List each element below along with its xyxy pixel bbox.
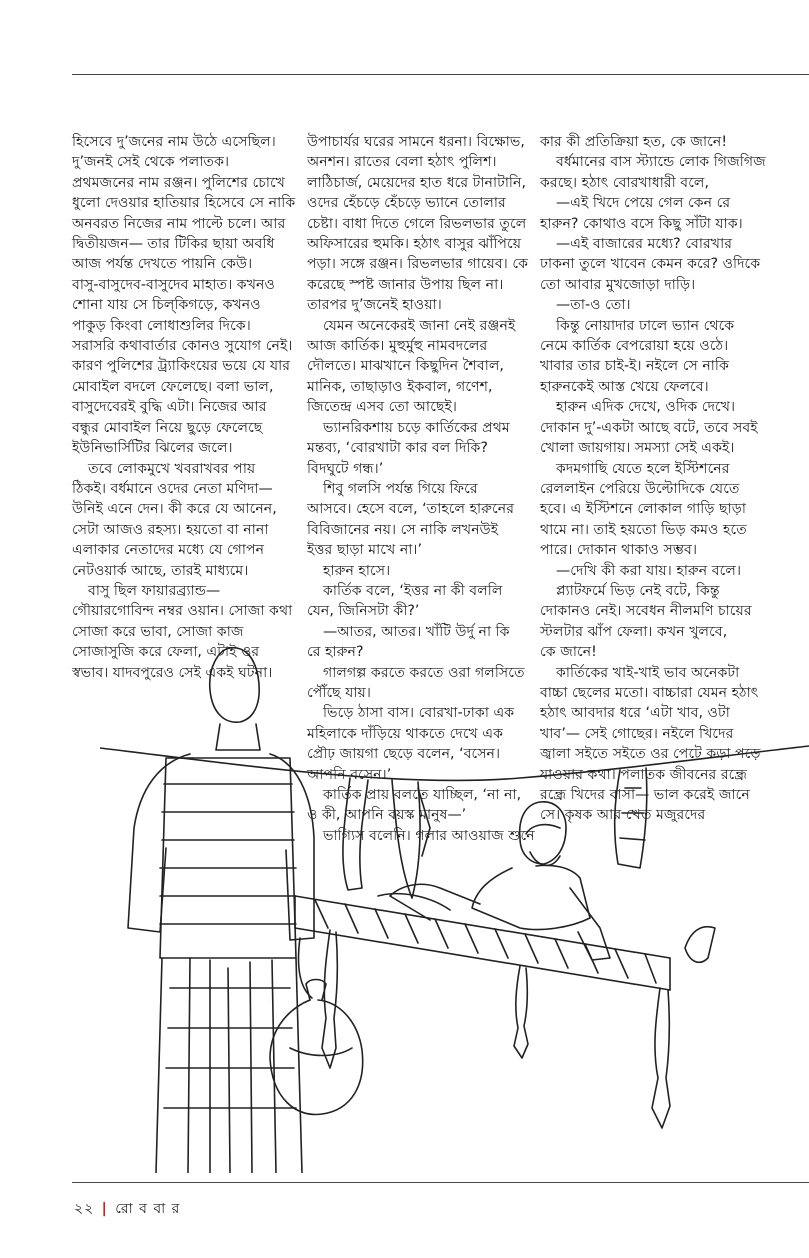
text-line: কার্তিকের খাই-খাই ভাব অনেকটা <box>556 664 740 681</box>
text-line: স্টলটার ঝাঁপ ফেলা। কখন খুলবে, <box>540 623 728 640</box>
text-line: স্বভাব। যাদবপুরেও সেই একই ঘটনা। <box>72 664 273 681</box>
page-footer <box>74 1197 180 1221</box>
text-line: গৌয়ারগোবিন্দ নম্বর ওয়ান। সোজা কথা <box>72 603 293 620</box>
text-line: হবে। এ ইস্টিশনে লোকাল গাড়ি ছাড়া <box>540 501 746 518</box>
text-line: হারুন এদিক দেখে, ওদিক দেখে। <box>556 399 736 416</box>
text-line: কার্তিক প্রায় বলতে যাচ্ছিল, ‘না না, <box>323 787 522 803</box>
text-line: যেমন অনেকেরই জানা নেই রঞ্জনই <box>323 317 516 334</box>
text-line: সোজা করে ভাবা, সোজা কাজ <box>72 623 244 640</box>
text-line: শিবু গলসি পর্যন্ত গিয়ে ফিরে <box>323 480 478 497</box>
text-line: রন্ধ্রে খিদের বাসা— ভাল করেই জানে <box>540 787 750 803</box>
text-line: বাসু ছিল ফায়ারব্র্যান্ড— <box>88 582 221 599</box>
cot-finial <box>685 927 715 963</box>
top-rule <box>72 74 809 75</box>
text-line: মোবাইল বদলে ফেলেছে। বলা ভাল, <box>72 378 274 395</box>
text-line: তো আবার মুখজোড়া দাড়ি। <box>540 276 696 293</box>
text-line: —এই খিদে পেয়ে গেল কেন রে <box>556 195 731 212</box>
illustration <box>100 628 809 1173</box>
hanging-cloth <box>615 768 647 868</box>
text-line: —তা-ও তো। <box>556 297 631 314</box>
text-column-1 <box>72 132 304 683</box>
text-line: আসবে। হেসে বলে, ‘তাহলে হারুনের <box>307 501 515 518</box>
text-line: নেটওয়ার্ক আছে, তারই মাধ্যমে। <box>72 562 249 579</box>
text-line: গালগল্প করতে করতে ওরা গলসিতে <box>323 664 525 681</box>
text-line: —দেখি কী করা যায়। হারুন বলে। <box>556 562 742 579</box>
text-line: ভাগ্যিস বলেনি। গলার আওয়াজ শুনে <box>323 827 535 844</box>
text-line: করছে। হঠাৎ বোরখাধারী বলে, <box>540 174 709 191</box>
text-line: খোলা জায়গায়। সমস্যা সেই একই। <box>540 440 735 457</box>
text-line: কে জানে! <box>540 644 597 661</box>
text-line: অনবরত নিজের নাম পাল্টে চলে। আর <box>72 215 286 232</box>
text-line: প্ল্যাটফর্মে ভিড় নেই বটে, কিন্তু <box>556 582 720 599</box>
text-line: হারুনকেই আস্ত খেয়ে ফেলবে। <box>540 378 709 395</box>
text-line: বিদঘুটে গন্ধ।’ <box>307 460 384 477</box>
text-line: পাকুড় কিংবা লোধাশুলির দিকে। <box>72 317 251 334</box>
text-line: বাসুদেবেরই বুদ্ধি এটা। নিজের আর <box>72 399 267 416</box>
text-line: জিতেন্দ্র এসব তো আছেই। <box>307 399 457 416</box>
text-line: রেললাইন পেরিয়ে উল্টোদিকে যেতে <box>540 480 740 497</box>
text-line: আপনি বসেন।’ <box>307 766 392 783</box>
text-line: ভ্যানরিকশায় চড়ে কার্তিকের প্রথম <box>323 419 510 436</box>
text-line: কারণ পুলিশের ট্র্যাকিংয়ের ভয়ে যে যার <box>72 358 291 375</box>
text-line: এলাকার নেতাদের মধ্যে যে গোপন <box>72 542 265 559</box>
text-line: ভিড়ে ঠাসা বাস। বোরখা-ঢাকা এক <box>323 705 515 722</box>
text-line: প্রৌঢ় জায়গা ছেড়ে বলেন, ‘বসেন। <box>307 746 501 763</box>
cot <box>295 896 715 1128</box>
text-line: খাব’— সেই গোছের। নইলে খিদের <box>540 725 734 742</box>
text-line: অনশন। রাতের বেলা হঠাৎ পুলিশ। <box>307 154 497 171</box>
clothesline <box>100 746 809 781</box>
text-line: ও কী, আপনি বয়স্ক মানুষ—’ <box>307 807 467 824</box>
text-line: হঠাৎ আবদার ধরে ‘এটা খাব, ওটা <box>540 705 730 722</box>
text-line: কিন্তু নোয়াদার ঢালে ভ্যান থেকে <box>556 317 735 334</box>
text-line: প্রথমজনের নাম রঞ্জন। পুলিশের চোখে <box>72 174 285 191</box>
text-line: —আতর, আতর। খাঁটি উর্দু না কি <box>323 623 510 640</box>
text-line: মন্তব্য, ‘বোরখাটা কার বল দিকি? <box>307 440 488 457</box>
text-line: পারে। দোকান থাকাও সম্ভব। <box>540 542 698 559</box>
text-line: সোজাসুজি করে ফেলা, এটাই ওর <box>72 644 260 661</box>
text-line: আজ পর্যন্ত দেখতে পায়নি কেউ। <box>72 256 253 273</box>
text-line: ইত্তর ছাড়া মাখে না।’ <box>307 542 422 559</box>
text-line: মানিক, তাছাড়াও ইকবাল, গণেশ, <box>307 378 493 395</box>
text-line: কার কী প্রতিক্রিয়া হত, কে জানে! <box>540 134 728 150</box>
text-line: বর্ধমানের বাস স্ট্যান্ডে লোক গিজগিজ <box>556 154 766 171</box>
standing-man <box>128 648 314 1173</box>
text-line: যাওয়ার কথা। পলাতক জীবনের রন্ধ্রে <box>540 766 748 783</box>
text-line: হারুন? কোথাও বসে কিছু সাঁটা যাক। <box>540 215 743 232</box>
text-line: বাচ্চা ছেলের মতো। বাচ্চারা যেমন হঠাৎ <box>540 684 759 701</box>
hanging-cloth <box>343 778 430 898</box>
text-line: কদমগাছি যেতে হলে ইস্টিশনের <box>556 460 730 477</box>
text-line: সে। কৃষক আর খেত মজুরদের <box>540 807 706 824</box>
text-line: কার্তিক বলে, ‘ইত্তর না কী বললি <box>323 582 503 599</box>
text-line: দু’জনই সেই থেকে পলাতক। <box>72 154 230 171</box>
text-line: ঢাকনা তুলে খাবেন কেমন করে? ওদিকে <box>540 256 761 273</box>
page-number: ২২ <box>74 1201 95 1217</box>
text-line: বিবিজানের নয়। সে নাকি লখনউই <box>307 521 499 538</box>
text-line: ইউনিভার্সিটির ঝিলের জলে। <box>72 440 233 457</box>
text-line: সেটা আজও রহস্য। হয়তো বা নানা <box>72 521 269 538</box>
text-line: বন্ধুর মোবাইল নিয়ে ছুড়ে ফেলেছে <box>72 419 263 436</box>
footer-separator: | <box>101 1201 108 1217</box>
text-line: খাবার তার চাই-ই। নইলে সে নাকি <box>540 358 729 375</box>
magazine-name: রো ব বা র <box>115 1201 181 1217</box>
text-line: লাঠিচার্জ, মেয়েদের হাত ধরে টানাটানি, <box>307 174 526 191</box>
text-line: পড়া। সঙ্গে রঞ্জন। রিভলভার গায়েব। কে <box>307 256 529 273</box>
text-line: উনিই এনে দেন। কী করে যে আনেন, <box>72 501 277 518</box>
text-line: —এই বাজারের মধ্যে? বোরখার <box>556 236 732 253</box>
text-line: দ্বিতীয়জন— তার টিকির ছায়া অবধি <box>72 236 275 253</box>
text-line: উপাচার্যর ঘরের সামনে ধরনা। বিক্ষোভ, <box>307 134 525 150</box>
text-line: পৌঁছে যায়। <box>307 684 371 701</box>
text-line: হারুন হাসে। <box>323 562 391 579</box>
text-line: থামে না। তাই হয়তো ভিড় কমও হতে <box>540 521 747 538</box>
text-line: রে হারুন? <box>307 644 364 661</box>
text-line: যেন, জিনিসটা কী?’ <box>307 603 420 620</box>
text-line: তারপর দু’জনেই হাওয়া। <box>307 297 442 314</box>
text-line: বাসু-বাসুদেব-বাসুদেব মাহাত। কখনও <box>72 276 275 293</box>
text-line: জ্বালা সইতে সইতে ওর পেটে কড়া পড়ে <box>540 746 761 763</box>
text-line: দোকান দু’-একটা আছে বটে, তবে সবই <box>540 419 758 436</box>
text-line: দোকানও নেই। সবেধন নীলমণি চায়ের <box>540 603 752 620</box>
text-line: ঠিকই। বর্ধমানে ওদের নেতা মণিদা— <box>72 480 273 497</box>
text-line: শোনা যায় সে চিল্‌কিগড়ে, কখনও <box>72 297 261 314</box>
text-line: মহিলাকে দাঁড়িয়ে থাকতে দেখে এক <box>307 725 504 742</box>
text-line: ওদের হেঁচড়ে হেঁচড়ে ভ্যানে তোলার <box>307 195 506 212</box>
bundle-bag <box>270 980 363 1115</box>
bottom-rule <box>72 1182 809 1183</box>
text-line: সরাসরি কথাবার্তার কোনও সুযোগ নেই। <box>72 338 293 355</box>
text-line: ধুলো দেওয়ার হাতিয়ার হিসেবে সে নাকি <box>72 195 296 212</box>
text-line: চেষ্টা। বাধা দিতে গেলে রিভলভার তুলে <box>307 215 527 232</box>
text-line: আজ কার্তিক। মুহুর্মুহু নামবদলের <box>307 338 488 355</box>
text-line: নেমে কার্তিক বেপরোয়া হয়ে ওঠে। <box>540 338 729 355</box>
text-line: করেছে স্পষ্ট জানার উপায় ছিল না। <box>307 276 504 293</box>
reclining-man <box>378 802 610 960</box>
text-line: অফিসারের হুমকি। হঠাৎ বাসুর ঝাঁপিয়ে <box>307 236 522 253</box>
text-line: হিসেবে দু’জনের নাম উঠে এসেছিল। <box>72 134 276 150</box>
text-line: তবে লোকমুখে খবরাখবর পায় <box>88 460 256 477</box>
text-line: দৌলতে। মাঝখানে কিছুদিন শৈবাল, <box>307 358 504 375</box>
